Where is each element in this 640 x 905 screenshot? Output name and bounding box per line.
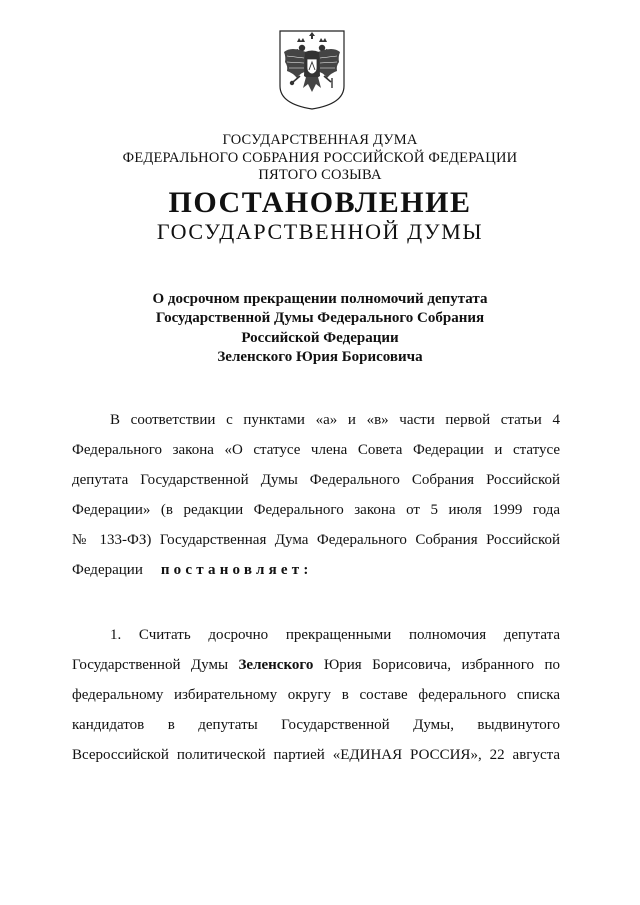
clause-1-line-2-end: Юрия Борисовича, избранного по xyxy=(323,657,560,673)
preamble-line-5: № 133-ФЗ) Государственная Дума Федерального Собрания Российской xyxy=(72,532,560,548)
preamble-line-6 xyxy=(72,555,560,585)
clause-1-line-3: федеральному избирательному округу в составе федерального списка xyxy=(72,687,560,703)
header-line-2: ФЕДЕРАЛЬНОГО СОБРАНИЯ РОССИЙСКОЙ ФЕДЕРАЦИИ xyxy=(122,149,518,166)
clause-1-line-4: кандидатов в депутаты Государственной Думы, выдвинутого xyxy=(72,717,560,733)
coat-of-arms-emblem xyxy=(277,28,347,112)
header-line-3: ПЯТОГО СОЗЫВА xyxy=(258,167,382,183)
subject-line-3: Российской Федерации xyxy=(241,329,399,346)
clause-1-paragraph xyxy=(72,620,560,770)
subject-line-2: Государственной Думы Федерального Собрания xyxy=(155,310,485,327)
subject-line-4: Зеленского Юрия Борисовича xyxy=(217,348,423,365)
clause-1-line-2-start: Государственной Думы xyxy=(72,657,229,673)
preamble-line-6-start: Федерации xyxy=(72,562,143,578)
clause-1-line-1: 1. Считать досрочно прекращенными полномочия депутата xyxy=(110,627,560,643)
preamble-line-2: Федерального закона «О статусе члена Совета Федерации и статусе xyxy=(72,442,560,458)
document-issuer-title: ГОСУДАРСТВЕННОЙ ДУМЫ xyxy=(156,219,484,244)
subject-line-1: О досрочном прекращении полномочий депутата xyxy=(152,291,488,307)
issuing-body-header xyxy=(0,132,640,185)
clause-1-line-5: Всероссийской политической партией «ЕДИНАЯ РОССИЯ», 22 августа xyxy=(72,747,560,763)
decree-word: постановляет: xyxy=(160,562,313,578)
document-type-title: ПОСТАНОВЛЕНИЕ xyxy=(168,186,472,219)
preamble-line-3: депутата Государственной Думы Федерального Собрания Российской xyxy=(72,472,560,488)
preamble-paragraph xyxy=(72,405,560,585)
header-line-1: ГОСУДАРСТВЕННАЯ ДУМА xyxy=(222,132,418,148)
preamble-line-1: В соответствии с пунктами «а» и «в» части первой статьи 4 xyxy=(110,412,560,428)
clause-1-line-2 xyxy=(72,650,560,680)
deputy-surname: Зеленского xyxy=(238,657,314,673)
resolution-subject xyxy=(0,290,640,367)
preamble-line-4: Федерации» (в редакции Федерального закона от 5 июля 1999 года xyxy=(72,502,560,518)
